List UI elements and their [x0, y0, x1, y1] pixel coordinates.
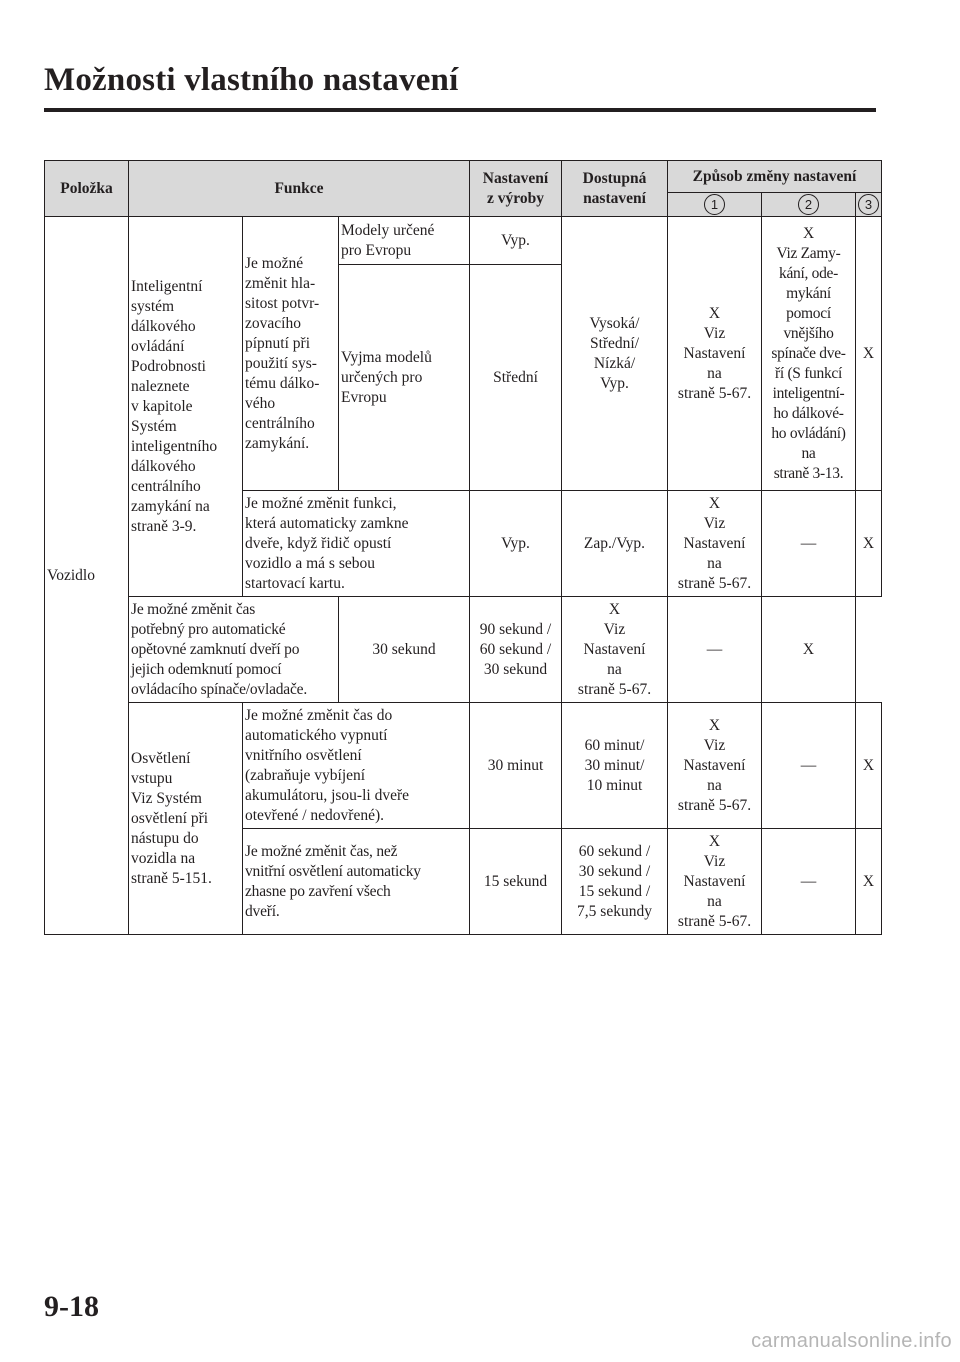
text-line: Vysoká/: [589, 314, 640, 332]
header-method-2: [762, 193, 856, 217]
text-line: vého: [245, 394, 276, 412]
method-1-cell: [668, 703, 762, 829]
text-line: vstupu: [131, 769, 173, 787]
method-3-cell: X: [856, 217, 882, 491]
text-line: inteligentního: [131, 437, 218, 455]
text-line: na: [801, 444, 816, 462]
variant-cell: [339, 217, 470, 265]
text-line: pípnutí při: [245, 334, 311, 352]
text-line: startovací kartu.: [245, 574, 345, 592]
text-line: Je možné změnit čas: [131, 600, 256, 618]
group-cell: Vozidlo: [45, 217, 129, 935]
text-line: Nastavení: [683, 534, 746, 552]
variant-cell: [339, 265, 470, 491]
header-function: Funkce: [129, 161, 470, 217]
text-line: 30 sekund /: [578, 862, 651, 880]
method-2-cell: —: [762, 491, 856, 597]
text-line: nástupu do: [131, 829, 199, 847]
factory-cell: 30 sekund: [339, 597, 470, 703]
function-cell: [243, 217, 339, 491]
text-line: 30 sekund: [483, 660, 548, 678]
text-line: straně 5-67.: [677, 384, 752, 402]
text-line: X: [608, 600, 621, 618]
text-line: Viz: [703, 514, 726, 532]
text-line: inteligentní-: [772, 384, 845, 402]
text-line: Nastavení: [683, 756, 746, 774]
text-line: Vyp.: [600, 374, 629, 392]
text-line: pomocí: [786, 304, 831, 322]
text-line: ří (S funkcí: [775, 364, 842, 382]
factory-cell: Vyp.: [470, 217, 562, 265]
text-line: pro Evropu: [341, 241, 412, 259]
method-3-cell: X: [856, 703, 882, 829]
text-line: Střední/: [589, 334, 640, 352]
text-line: Viz: [703, 852, 726, 870]
text-line: která automaticky zamkne: [245, 514, 409, 532]
text-line: automatického vypnutí: [245, 726, 388, 744]
text-line: Systém: [131, 417, 177, 435]
available-cell: [562, 491, 668, 597]
text-line: Je možné změnit čas, než: [245, 842, 398, 860]
text-line: Osvětlení: [131, 749, 191, 767]
sub-item-entry-light: [129, 703, 243, 935]
text-line: X: [708, 494, 721, 512]
text-line: X: [708, 304, 721, 322]
text-line: vozidlo a má s sebou: [245, 554, 376, 572]
header-change-method: Způsob změny nastavení: [668, 161, 882, 193]
header-method-1: [668, 193, 762, 217]
header-method-3: [856, 193, 882, 217]
text-line: straně 3-9.: [131, 517, 197, 535]
text-line: Nastavení: [683, 344, 746, 362]
text-line: 60 sekund /: [479, 640, 552, 658]
text-line: 15 sekund /: [578, 882, 651, 900]
text-line: osvětlení při: [131, 809, 209, 827]
text-line: Viz: [703, 736, 726, 754]
method-1-cell: [668, 217, 762, 491]
function-cell: [243, 703, 470, 829]
method-3-badge: 3: [858, 194, 879, 215]
text-line: centrálního: [245, 414, 315, 432]
text-line: na: [707, 554, 722, 572]
text-line: 10 minut: [586, 776, 643, 794]
text-line: dveří.: [245, 902, 280, 920]
text-line: akumulátoru, jsou-li dveře: [245, 786, 409, 804]
text-line: Je možné změnit čas do: [245, 706, 393, 724]
text-line: sitost potvr-: [245, 294, 320, 312]
method-2-badge: 2: [798, 194, 819, 215]
text-line: dveře, když řidič opustí: [245, 534, 392, 552]
text-line: Viz Zamy-: [776, 244, 841, 262]
text-line: na: [607, 660, 622, 678]
method-2-cell: —: [762, 703, 856, 829]
method-1-cell: [562, 597, 668, 703]
text-line: Modely určené: [341, 221, 435, 239]
text-line: dálkového: [131, 317, 196, 335]
text-line: (zabraňuje vybíjení: [245, 766, 366, 784]
sub-item-keyless: [129, 217, 243, 597]
text-line: Vyjma modelů: [341, 348, 432, 366]
available-cell: [562, 829, 668, 935]
title-rule: [44, 108, 876, 112]
function-cell: [129, 597, 339, 703]
method-2-cell: —: [668, 597, 762, 703]
text-line: ho ovládání): [771, 424, 846, 442]
text-line: 30 minut/: [584, 756, 645, 774]
header-item: Položka: [45, 161, 129, 217]
text-line: vozidla na: [131, 849, 196, 867]
text-line: vnitřní osvětlení automaticky: [245, 862, 421, 880]
header-factory: Nastavení z výroby: [470, 161, 562, 217]
function-cell: [243, 829, 470, 935]
text-line: centrálního: [131, 477, 201, 495]
text-line: změnit hla-: [245, 274, 316, 292]
method-1-cell: [668, 491, 762, 597]
text-line: určených pro: [341, 368, 423, 386]
page-title: Možnosti vlastního nastavení: [44, 62, 459, 98]
text-line: v kapitole: [131, 397, 193, 415]
text-line: Je možné: [245, 254, 304, 272]
text-line: straně 5-67.: [677, 574, 752, 592]
factory-cell: 15 sekund: [470, 829, 562, 935]
text-line: kání, ode-: [779, 264, 838, 282]
text-line: straně 5-151.: [131, 869, 212, 887]
text-line: tému dálko-: [245, 374, 320, 392]
text-line: vnitřního osvětlení: [245, 746, 362, 764]
available-cell: [562, 703, 668, 829]
text-line: Viz Systém: [131, 789, 202, 807]
text-line: opětovné zamknutí dveří po: [131, 640, 300, 658]
text-line: použití sys-: [245, 354, 317, 372]
text-line: straně 5-67.: [677, 796, 752, 814]
text-line: na: [707, 776, 722, 794]
text-line: Inteligentní: [131, 277, 203, 295]
text-line: X: [708, 716, 721, 734]
header-available: Dostupná nastavení: [562, 161, 668, 217]
text-line: otevřené / nedovřené).: [245, 806, 385, 824]
text-line: potřebný pro automatické: [131, 620, 286, 638]
text-line: zamykání na: [131, 497, 210, 515]
text-line: 7,5 sekundy: [577, 902, 652, 920]
method-2-cell: —: [762, 829, 856, 935]
text-line: jejich odemknutí pomocí: [131, 660, 282, 678]
text-line: straně 5-67.: [677, 912, 752, 930]
method-3-cell: X: [762, 597, 856, 703]
text-line: zhasne po zavření všech: [245, 882, 391, 900]
text-line: dálkového: [131, 457, 196, 475]
text-line: Podrobnosti: [131, 357, 206, 375]
text-line: X: [803, 224, 814, 242]
text-line: straně 3-13.: [773, 464, 844, 482]
method-2-cell: [762, 217, 856, 491]
text-line: 90 sekund /: [479, 620, 552, 638]
factory-cell: Vyp.: [470, 491, 562, 597]
text-line: Viz: [703, 324, 726, 342]
text-line: straně 5-67.: [577, 680, 652, 698]
method-3-cell: X: [856, 829, 882, 935]
watermark: carmanualsonline.info: [751, 1330, 952, 1352]
text-line: Nízká/: [593, 354, 636, 372]
text-line: ho dálkové-: [773, 404, 844, 422]
text-line: na: [707, 892, 722, 910]
text-line: ovládacího spínače/ovladače.: [131, 680, 308, 698]
text-line: zamykání.: [245, 434, 310, 452]
method-1-cell: [668, 829, 762, 935]
text-line: spínače dve-: [771, 344, 846, 362]
factory-cell: Střední: [470, 265, 562, 491]
text-line: zovacího: [245, 314, 301, 332]
available-cell: [562, 217, 668, 491]
text-line: Evropu: [341, 388, 387, 406]
factory-cell: 30 minut: [470, 703, 562, 829]
text-line: naleznete: [131, 377, 190, 395]
page-number: 9-18: [44, 1290, 99, 1323]
text-line: 60 sekund /: [578, 842, 651, 860]
available-cell: [470, 597, 562, 703]
text-line: Je možné změnit funkci,: [245, 494, 397, 512]
text-line: Nastavení: [683, 872, 746, 890]
text-line: Zap./Vyp.: [583, 534, 646, 552]
function-cell: [243, 491, 470, 597]
text-line: na: [707, 364, 722, 382]
text-line: systém: [131, 297, 175, 315]
text-line: X: [708, 832, 721, 850]
settings-table: [44, 160, 882, 935]
text-line: 60 minut/: [584, 736, 645, 754]
method-3-cell: X: [856, 491, 882, 597]
text-line: mykání: [786, 284, 831, 302]
method-1-badge: 1: [704, 194, 725, 215]
text-line: Viz: [603, 620, 626, 638]
text-line: Nastavení: [583, 640, 646, 658]
text-line: vnějšího: [783, 324, 834, 342]
text-line: ovládání: [131, 337, 185, 355]
